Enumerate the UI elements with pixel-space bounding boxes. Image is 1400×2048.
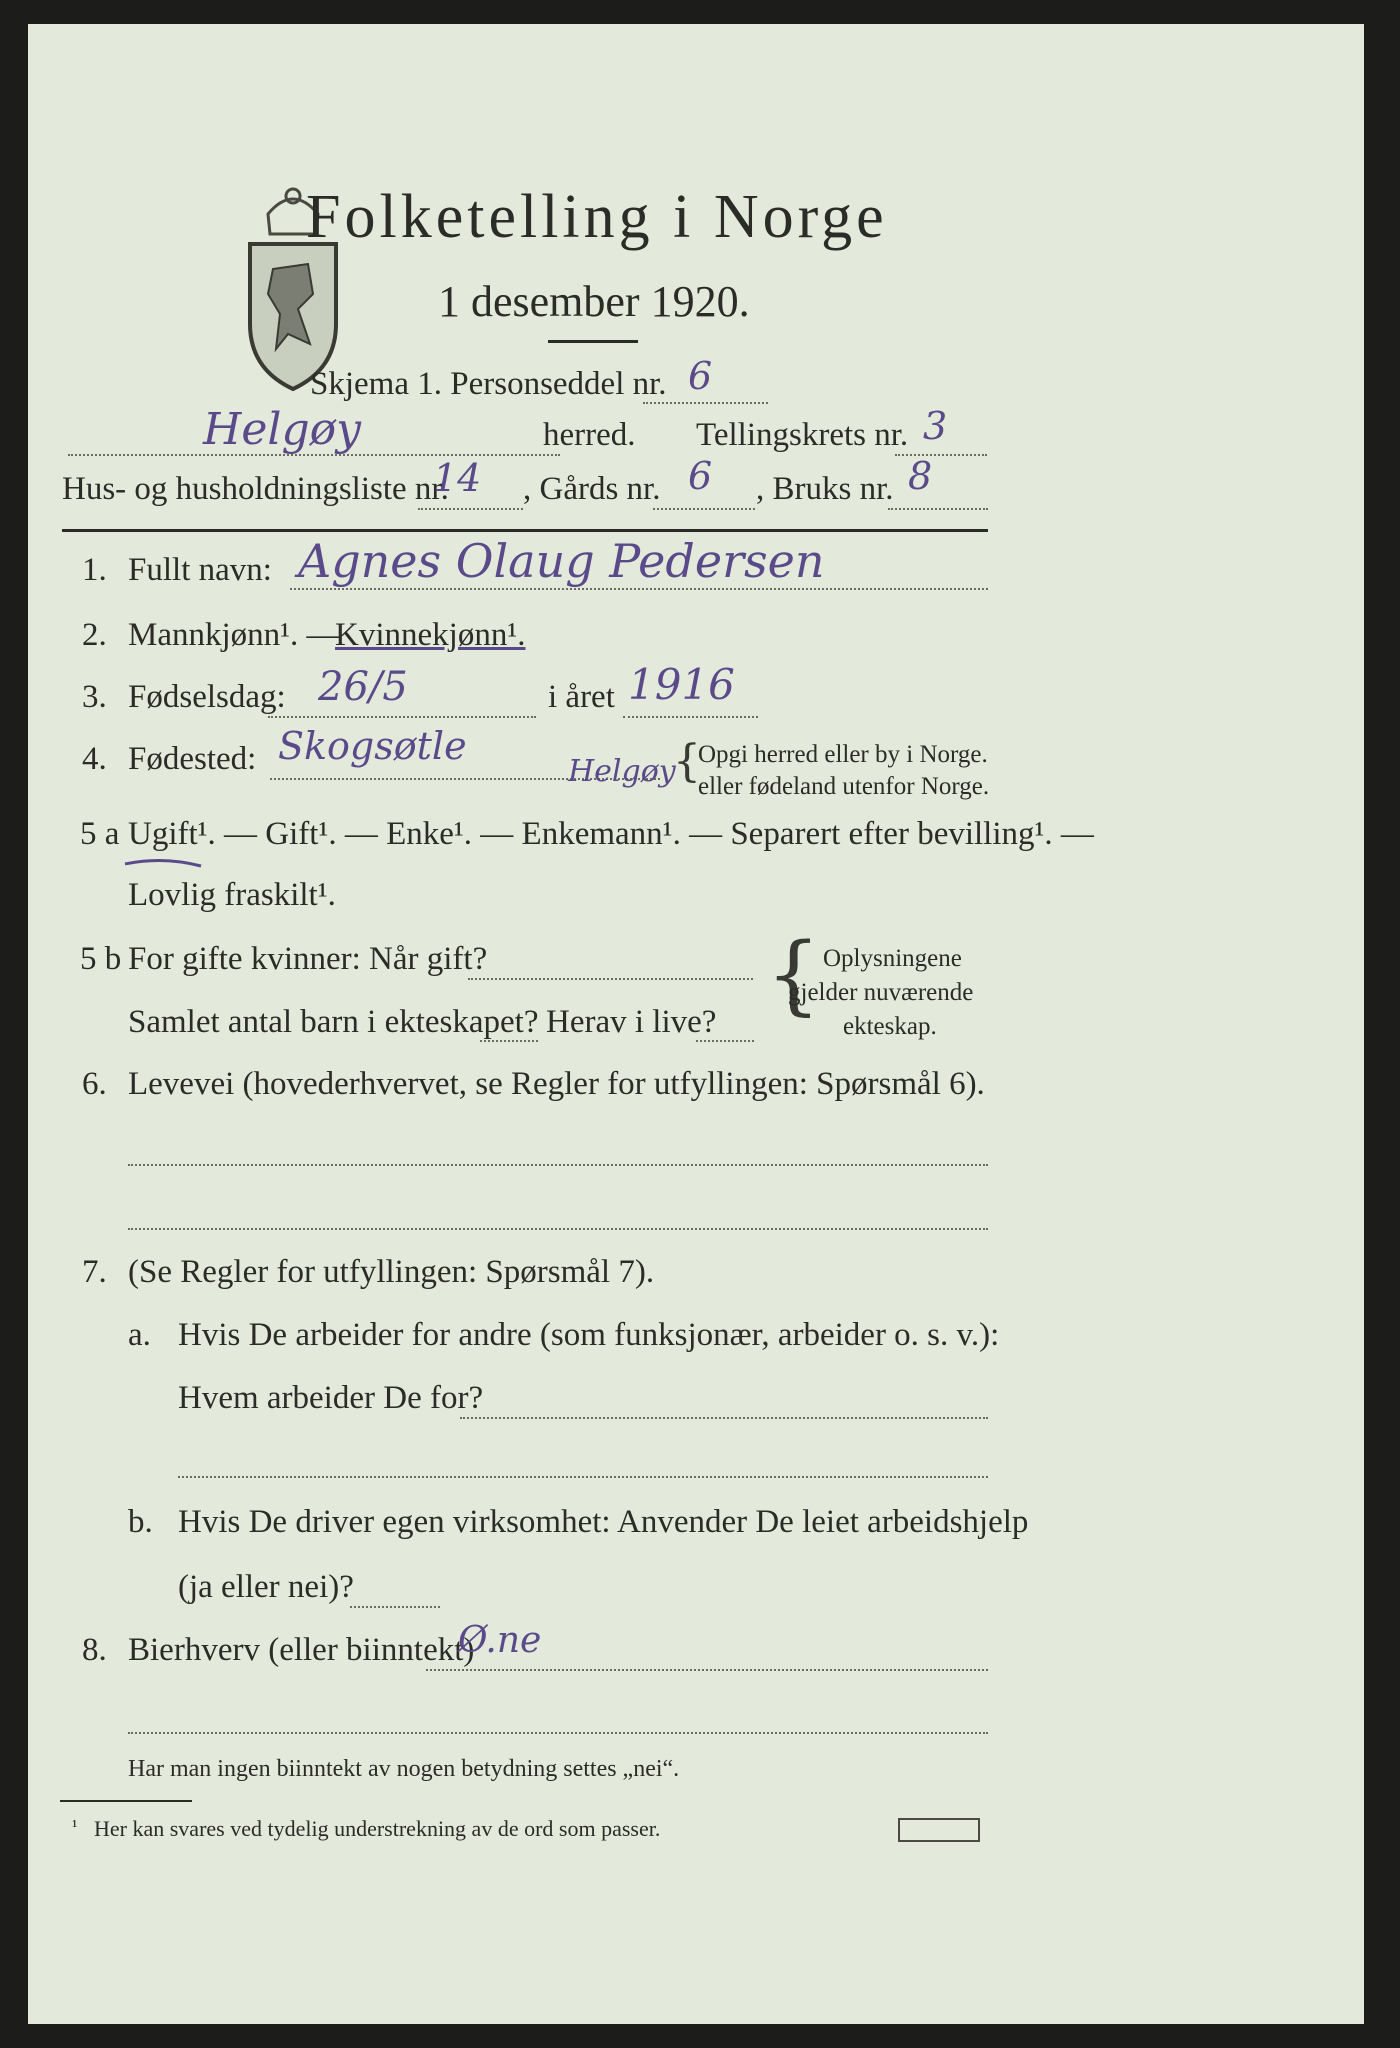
q4-label: Fødested: [128, 741, 257, 777]
bruks-value: 8 [908, 454, 933, 498]
q5b-line-2 [480, 1040, 538, 1042]
q8-line-2 [128, 1732, 988, 1734]
q1-value: Agnes Olaug Pedersen [298, 534, 825, 588]
q3-number: 3. [82, 679, 107, 715]
herred-value: Helgøy [203, 404, 361, 455]
census-form-sheet [28, 24, 1364, 2024]
q8-label: Bierhverv (eller biinntekt) [128, 1632, 475, 1668]
q7b-letter: b. [128, 1504, 153, 1540]
q2-male-label: Mannkjønn¹. — [128, 617, 340, 653]
hus-value: 14 [433, 456, 482, 500]
personseddel-line [643, 402, 768, 404]
q5a-label: Ugift¹. — Gift¹. — Enke¹. — Enkemann¹. — Separert efter bevilling¹. — [128, 816, 1094, 852]
q7b-label-2: (ja eller nei)? [178, 1569, 354, 1605]
q4-note-2: eller fødeland utenfor Norge. [698, 773, 990, 800]
q7-label: (Se Regler for utfyllingen: Spørsmål 7). [128, 1254, 655, 1290]
footer-note: Har man ingen biinntekt av nogen betydning settes „nei“. [128, 1756, 680, 1782]
q5b-note-1: Oplysningene [823, 945, 962, 972]
q5b-label-3: Herav i live? [546, 1004, 717, 1040]
q3-line [268, 716, 536, 718]
bruks-label: , Bruks nr. [756, 471, 894, 507]
q7a-label-2: Hvem arbeider De for? [178, 1380, 484, 1416]
bruks-line [888, 508, 988, 510]
q4-value: Skogsøtle [278, 724, 467, 768]
footnote-mark: ¹ [72, 1816, 78, 1836]
q1-label: Fullt navn: [128, 552, 272, 588]
q5b-label: For gifte kvinner: Når gift? [128, 941, 488, 977]
q6-line-2 [128, 1228, 988, 1230]
q4-note-1: Opgi herred eller by i Norge. [698, 741, 988, 768]
q4-brace: { [673, 736, 701, 787]
footnote-rule [60, 1800, 192, 1802]
q5a-label-2: Lovlig fraskilt¹. [128, 877, 336, 913]
q6-line-1 [128, 1164, 988, 1166]
footnote-text: Her kan svares ved tydelig understrekning av de ord som passer. [94, 1816, 661, 1841]
q7a-line-2 [178, 1476, 988, 1478]
q8-line-1 [426, 1669, 988, 1671]
herred-label: herred. [543, 417, 636, 453]
title-divider [548, 340, 638, 343]
q5b-note-2: gjelder nuværende [788, 979, 974, 1006]
skjema-label: Skjema 1. Personseddel nr. [310, 366, 667, 402]
printer-stamp [898, 1818, 980, 1842]
q3-year-line [623, 716, 758, 718]
q5b-line-3 [696, 1040, 754, 1042]
tellingskrets-value: 3 [923, 404, 948, 448]
header-rule [62, 529, 988, 532]
q5b-brace: { [766, 925, 821, 1025]
q3-value: 26/5 [318, 664, 408, 710]
q7-number: 7. [82, 1254, 107, 1290]
q7a-letter: a. [128, 1317, 151, 1353]
q6-label: Levevei (hovederhvervet, se Regler for utfyllingen: Spørsmål 6). [128, 1066, 985, 1102]
page-title: Folketelling i Norge [306, 183, 888, 251]
q7b-line [350, 1606, 440, 1608]
gards-line [653, 508, 755, 510]
q8-value: Ø.ne [458, 1620, 542, 1661]
q5a-number: 5 a [80, 816, 120, 852]
hus-label: Hus- og husholdningsliste nr. [62, 471, 449, 507]
q8-number: 8. [82, 1632, 107, 1668]
q7a-label: Hvis De arbeider for andre (som funksjonær, arbeider o. s. v.): [178, 1317, 1000, 1353]
q2-female-label: Kvinnekjønn¹. [335, 617, 526, 653]
q5b-note-3: ekteskap. [843, 1013, 937, 1040]
q5b-label-2: Samlet antal barn i ekteskapet? [128, 1004, 539, 1040]
q3-year-label: i året [548, 679, 615, 715]
tellingskrets-label: Tellingskrets nr. [696, 417, 909, 453]
personseddel-value: 6 [688, 354, 713, 398]
gards-label: , Gårds nr. [523, 471, 661, 507]
q6-number: 6. [82, 1066, 107, 1102]
gards-value: 6 [688, 454, 713, 498]
q1-number: 1. [82, 552, 107, 588]
q4-number: 4. [82, 741, 107, 777]
q1-line [290, 588, 988, 590]
census-date: 1 desember 1920. [438, 277, 750, 326]
q5a-underline-mark [123, 854, 203, 874]
hus-line [418, 508, 523, 510]
q5b-line [468, 978, 753, 980]
q7b-label: Hvis De driver egen virksomhet: Anvender De leiet arbeidshjelp [178, 1504, 1029, 1540]
q4-value-2: Helgøy [568, 754, 676, 789]
q7a-line-1 [460, 1417, 988, 1419]
q2-number: 2. [82, 617, 107, 653]
q3-label: Fødselsdag: [128, 679, 286, 715]
q3-year-value: 1916 [628, 660, 735, 709]
q5b-number: 5 b [80, 941, 122, 977]
